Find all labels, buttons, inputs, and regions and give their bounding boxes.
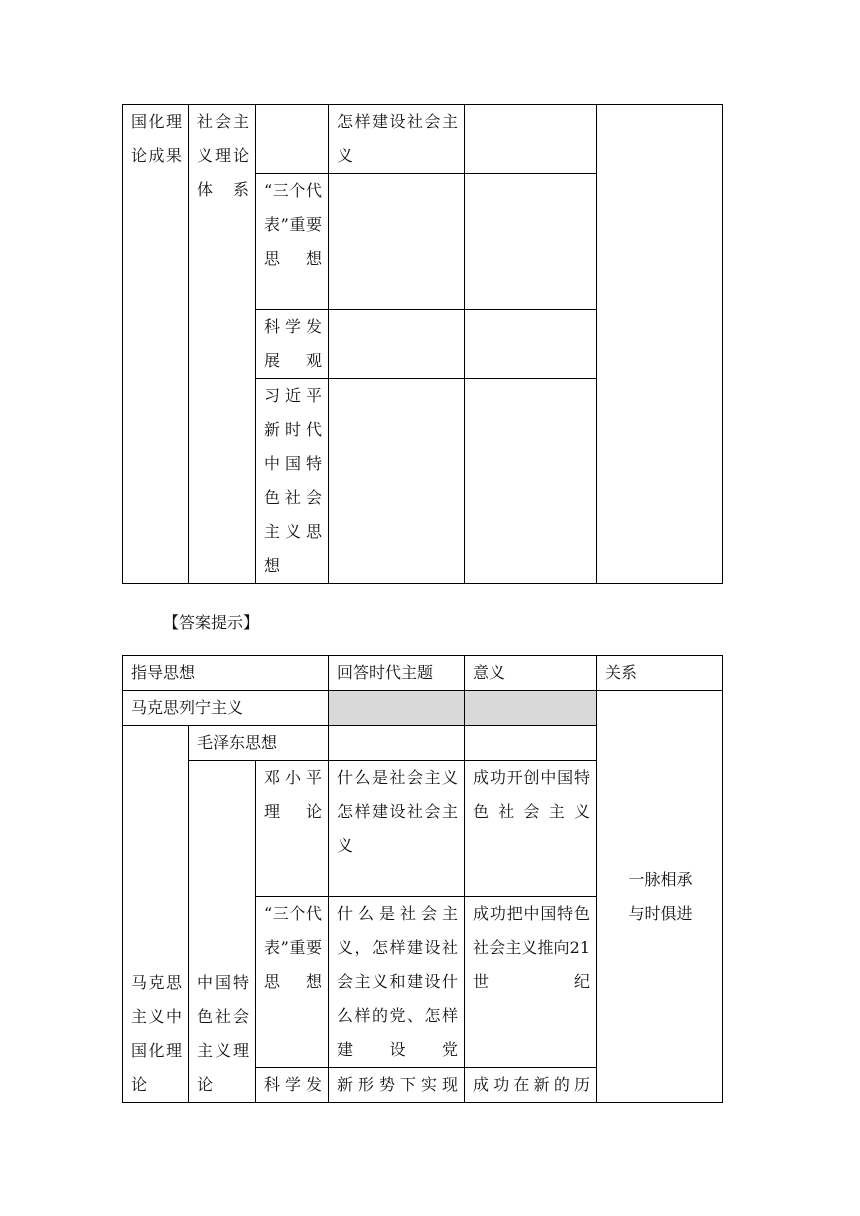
- t1-r1-c3: [256, 105, 329, 174]
- deng-meaning-cell: 成功开创中国特色社会主义: [465, 761, 597, 897]
- t1-r2-c5: [465, 174, 597, 310]
- three-represents-theme-cell: 什么是社会主义，怎样建设社会主义和建设什么样的党、怎样建设党: [329, 897, 465, 1068]
- three-represents-meaning-cell: 成功把中国特色社会主义推向21世纪: [465, 897, 597, 1068]
- t1-r1-c4: 怎样建设社会主义: [329, 105, 465, 174]
- relation-line-2: 与时俱进: [628, 903, 693, 923]
- relation-cell: [597, 691, 723, 1103]
- socialism-system-cell: 中国特色社会主义理论: [189, 761, 256, 1103]
- marxism-meaning-cell: [465, 691, 597, 726]
- t1-r4-c4: [329, 379, 465, 584]
- scientific-theme-cell: 新形势下实现: [329, 1068, 465, 1103]
- question-table: [122, 104, 723, 584]
- t1-sinicization-cell: 国化理论成果: [123, 105, 189, 584]
- sinicization-cell: 马克思主义中国化理论: [123, 726, 189, 1103]
- header-theme: 回答时代主题: [329, 656, 465, 691]
- three-represents-cell: “三个代表”重要思想: [256, 897, 329, 1068]
- header-guiding: 指导思想: [123, 656, 329, 691]
- marxism-leninism-cell: 马克思列宁主义: [123, 691, 329, 726]
- t1-r3-c5: [465, 310, 597, 379]
- t1-scientific-cell: 科学发展观: [256, 310, 329, 379]
- scientific-meaning-cell: 成功在新的历: [465, 1068, 597, 1103]
- t1-r1-c5: [465, 105, 597, 174]
- deng-cell: 邓小平理论: [256, 761, 329, 897]
- header-meaning: 意义: [465, 656, 597, 691]
- t1-xi-thought-cell: 习近平新时代中国特色社会主义思想: [256, 379, 329, 584]
- marxism-theme-cell: [329, 691, 465, 726]
- t1-r3-c4: [329, 310, 465, 379]
- mao-meaning-cell: [465, 726, 597, 761]
- t1-three-represents-cell: “三个代表”重要思想: [256, 174, 329, 310]
- scientific-cell: 科学发: [256, 1068, 329, 1103]
- t1-r2-c4: [329, 174, 465, 310]
- answer-table: [122, 655, 723, 1103]
- answer-heading: 【答案提示】: [163, 613, 260, 632]
- relation-line-1: 一脉相承: [628, 869, 693, 889]
- t1-relation-cell: [597, 105, 723, 584]
- mao-cell: 毛泽东思想: [189, 726, 329, 761]
- t1-theory-system-cell: 社会主义理论体系: [189, 105, 256, 584]
- header-relation: 关系: [597, 656, 723, 691]
- deng-theme-cell: 什么是社会主义 怎样建设社会主义: [329, 761, 465, 897]
- mao-theme-cell: [329, 726, 465, 761]
- t1-r4-c5: [465, 379, 597, 584]
